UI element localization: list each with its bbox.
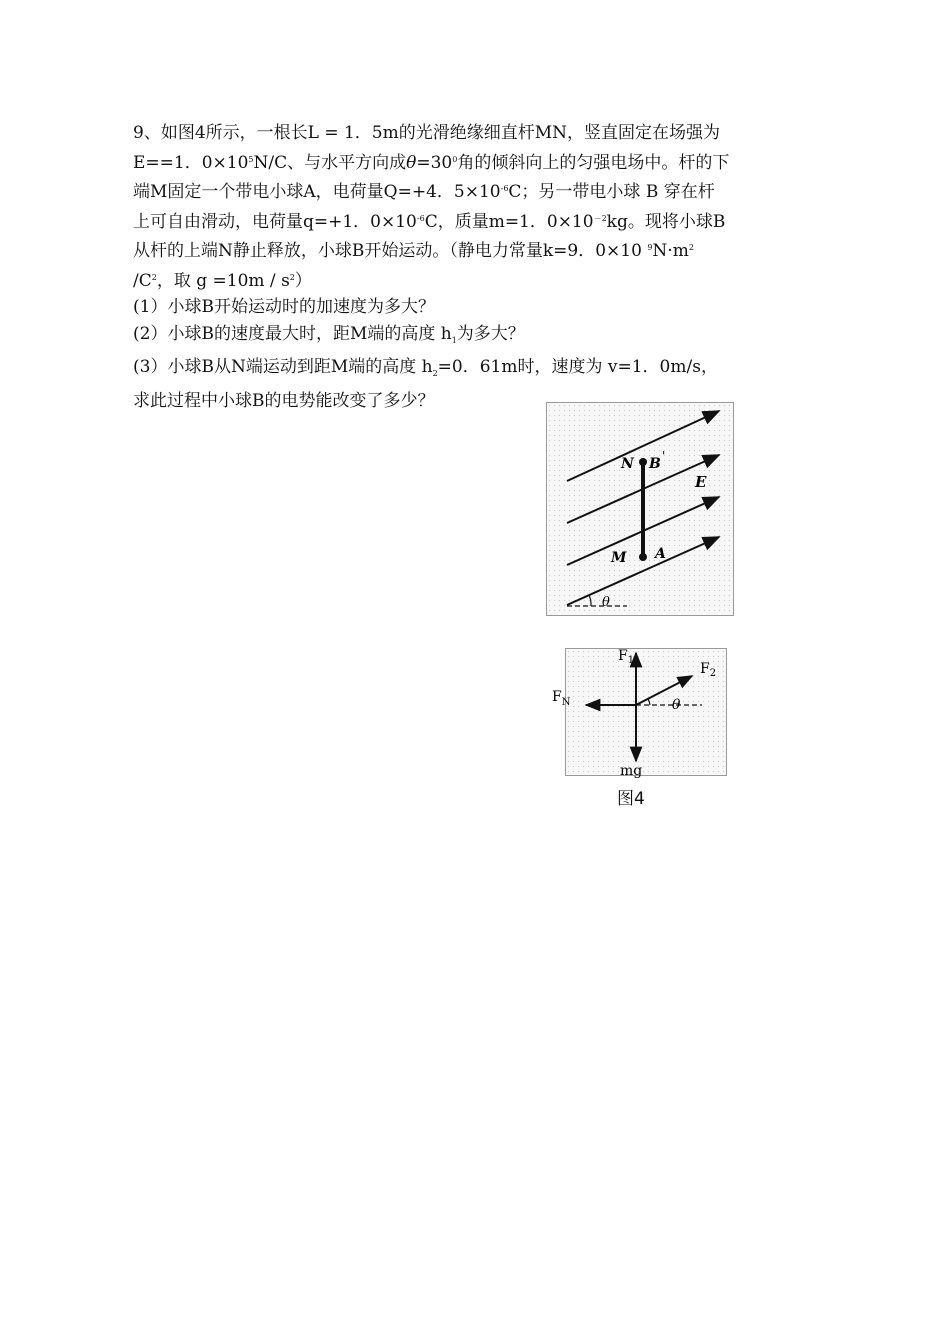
- label-n: N: [621, 456, 634, 472]
- label-theta: θ: [602, 595, 610, 610]
- question-3: (3）小球B从N端运动到距M端的高度 $h_2=0$．61m时，速度为 v=1．0m/s，: [133, 357, 718, 378]
- question-2: (2）小球B的速度最大时，距M端的高度 $h_1$为多大？: [133, 323, 525, 345]
- label-m: M: [611, 550, 627, 566]
- label-f1: $F_1$: [618, 648, 635, 666]
- problem-line-5: 从杆的上端N静止释放，小球B开始运动。（静电力常量k=9．0×10 $^9N\cdot m^2$: [133, 241, 694, 261]
- label-f2: $F_2$: [700, 661, 717, 679]
- problem-line-4: 上可自由滑动，电荷量q=+1．$0\times 10^{-6}C$，质量m=1．$0\times 10^{-2}kg$。现将小球B: [133, 211, 726, 232]
- angle-arc: [648, 699, 650, 705]
- force-diagram: [552, 648, 727, 779]
- question-1: (1）小球B开始运动时的加速度为多大？: [133, 297, 435, 317]
- field-diagram-svg: [547, 403, 733, 615]
- label-e: E: [695, 473, 707, 491]
- field-diagram: [546, 402, 734, 616]
- figure-caption: 图4: [617, 789, 645, 809]
- label-fn: $F_N$: [552, 689, 571, 708]
- problem-line-2: E==1．$0\times 10^5N/C$、与水平方向成$\theta=30^0$角的倾斜向上的匀强电场中。杆的下: [133, 152, 730, 173]
- label-b-prime: ': [662, 449, 666, 463]
- label-b: B: [649, 456, 661, 472]
- ball-a: [639, 553, 647, 561]
- label-mg: mg: [620, 763, 643, 779]
- force-diagram-svg: [552, 648, 726, 779]
- label-a: A: [655, 546, 666, 562]
- problem-line-3: 端M固定一个带电小球A，电荷量Q=+4．$5\times 10^{-6}C$；另一带电小球 B 穿在杆: [133, 182, 715, 202]
- problem-line-6: $/C^2$，取 $g =10m / s^2$）: [133, 270, 312, 291]
- angle-arc: [589, 595, 591, 606]
- force-f2-arrow: [636, 676, 692, 705]
- problem-text: [133, 120, 793, 414]
- ball-b: [639, 458, 647, 466]
- label-theta: θ: [672, 697, 681, 713]
- question-3-line-2: 求此过程中小球B的电势能改变了多少？: [133, 390, 435, 411]
- problem-line-1: 9、如图4所示，一根长L = 1．5m的光滑绝缘细直杆MN，竖直固定在场强为: [133, 123, 721, 143]
